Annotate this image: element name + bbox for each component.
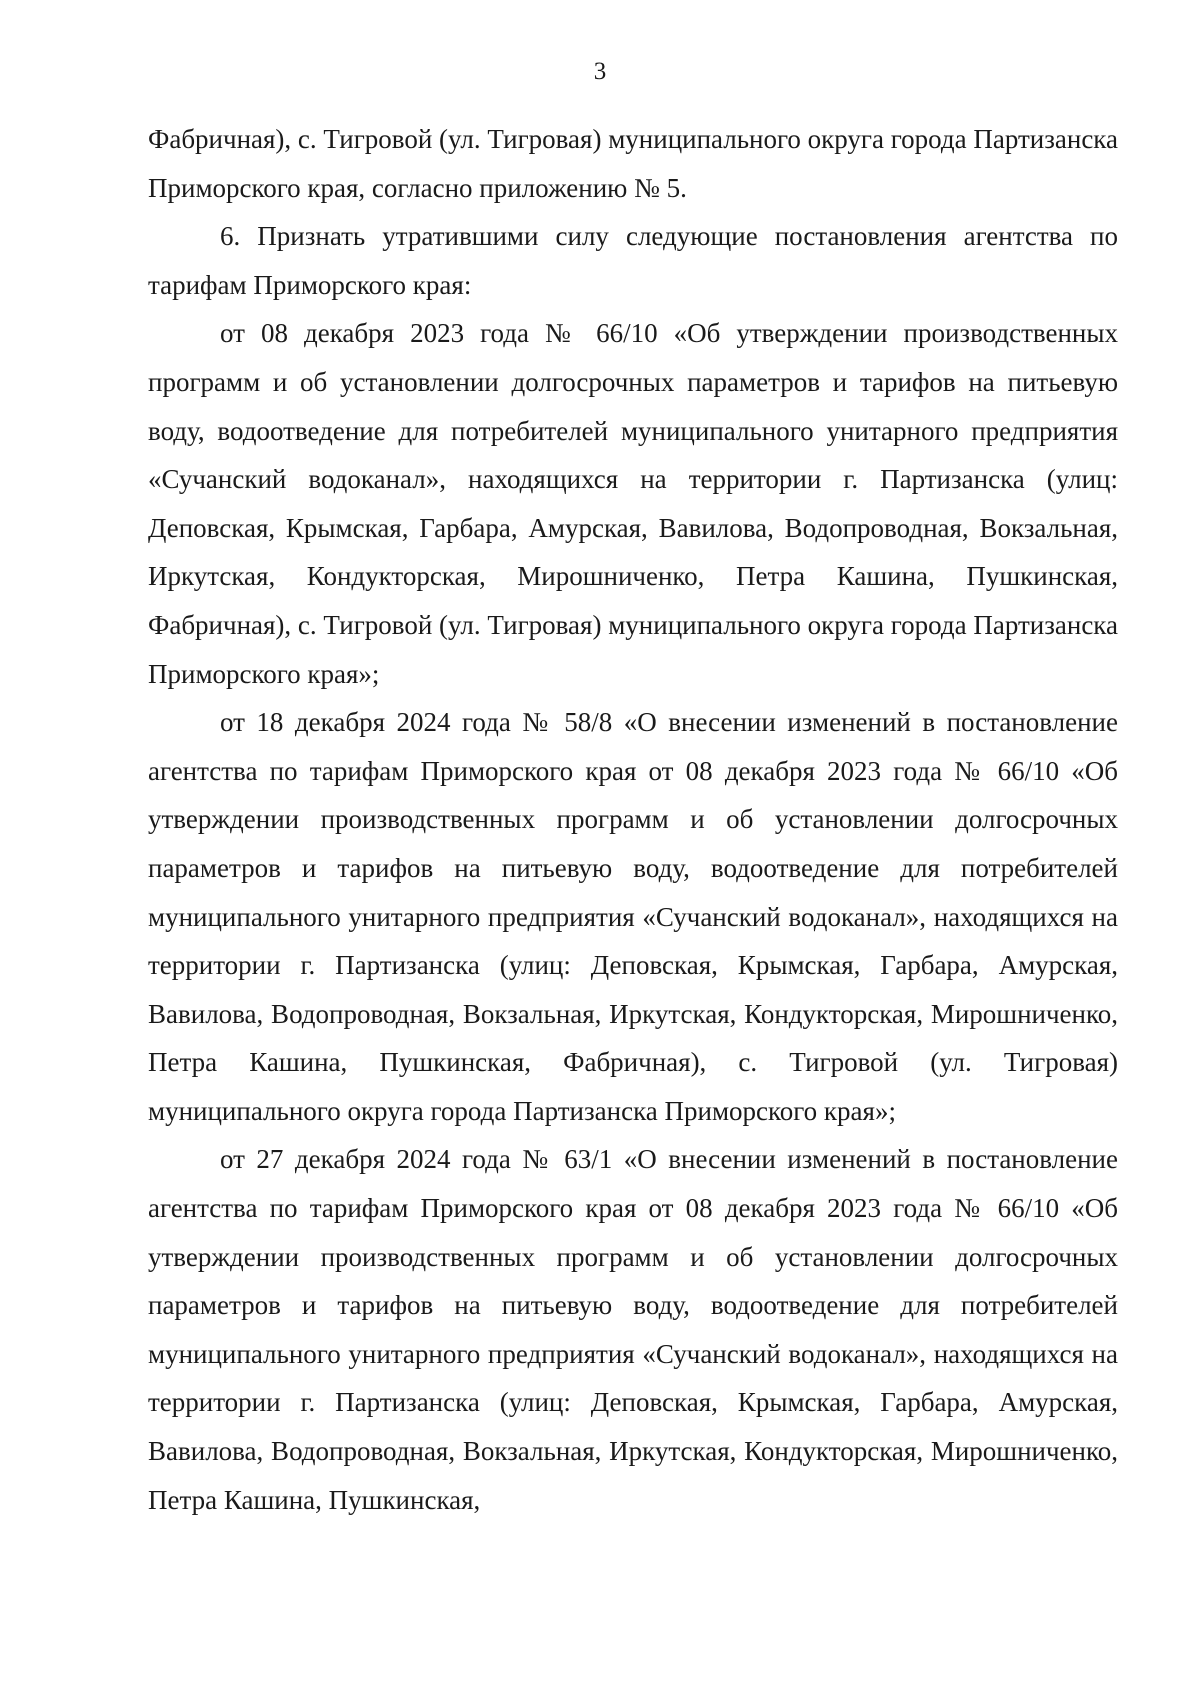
paragraph-continuation: Фабричная), с. Тигровой (ул. Тигровая) муниципального округа города Партизанска Приморского края, согласно приложению № 5. bbox=[148, 124, 1118, 203]
document-body bbox=[148, 115, 1118, 1524]
page-number: 3 bbox=[593, 58, 607, 85]
paragraph-resolution-66-10: от 08 декабря 2023 года № 66/10 «Об утверждении производственных программ и об установлении долгосрочных параметров и тарифов на питьевую воду, водоотведение для потребителей муниципального унитарного предприятия «Сучанский водоканал», находящихся на территории г. Партизанска (улиц: Деповская, Крымская, Гарбара, Амурская, Вавилова, Водопроводная, Вокзальная, Иркутская, Кондукторская, Мирошниченко, Петра Кашина, Пушкинская, Фабричная), с. Тигровой (ул. Тигровая) муниципального округа города Партизанска Приморского края»; bbox=[148, 318, 1118, 689]
paragraph-resolution-63-1: от 27 декабря 2024 года № 63/1 «О внесении изменений в постановление агентства по тарифам Приморского края от 08 декабря 2023 года № 66/10 «Об утверждении производственных программ и об установлении долгосрочных параметров и тарифов на питьевую воду, водоотведение для потребителей муниципального унитарного предприятия «Сучанский водоканал», находящихся на территории г. Партизанска (улиц: Деповская, Крымская, Гарбара, Амурская, Вавилова, Водопроводная, Вокзальная, Иркутская, Кондукторская, Мирошниченко, Петра Кашина, Пушкинская, bbox=[148, 1144, 1118, 1515]
paragraph-item-6: 6. Признать утратившими силу следующие постановления агентства по тарифам Приморского края: bbox=[148, 221, 1118, 300]
paragraph-resolution-58-8: от 18 декабря 2024 года № 58/8 «О внесении изменений в постановление агентства по тарифам Приморского края от 08 декабря 2023 года № 66/10 «Об утверждении производственных программ и об установлении долгосрочных параметров и тарифов на питьевую воду, водоотведение для потребителей муниципального унитарного предприятия «Сучанский водоканал», находящихся на территории г. Партизанска (улиц: Деповская, Крымская, Гарбара, Амурская, Вавилова, Водопроводная, Вокзальная, Иркутская, Кондукторская, Мирошниченко, Петра Кашина, Пушкинская, Фабричная), с. Тигровой (ул. Тигровая) муниципального округа города Партизанска Приморского края»; bbox=[148, 707, 1118, 1126]
